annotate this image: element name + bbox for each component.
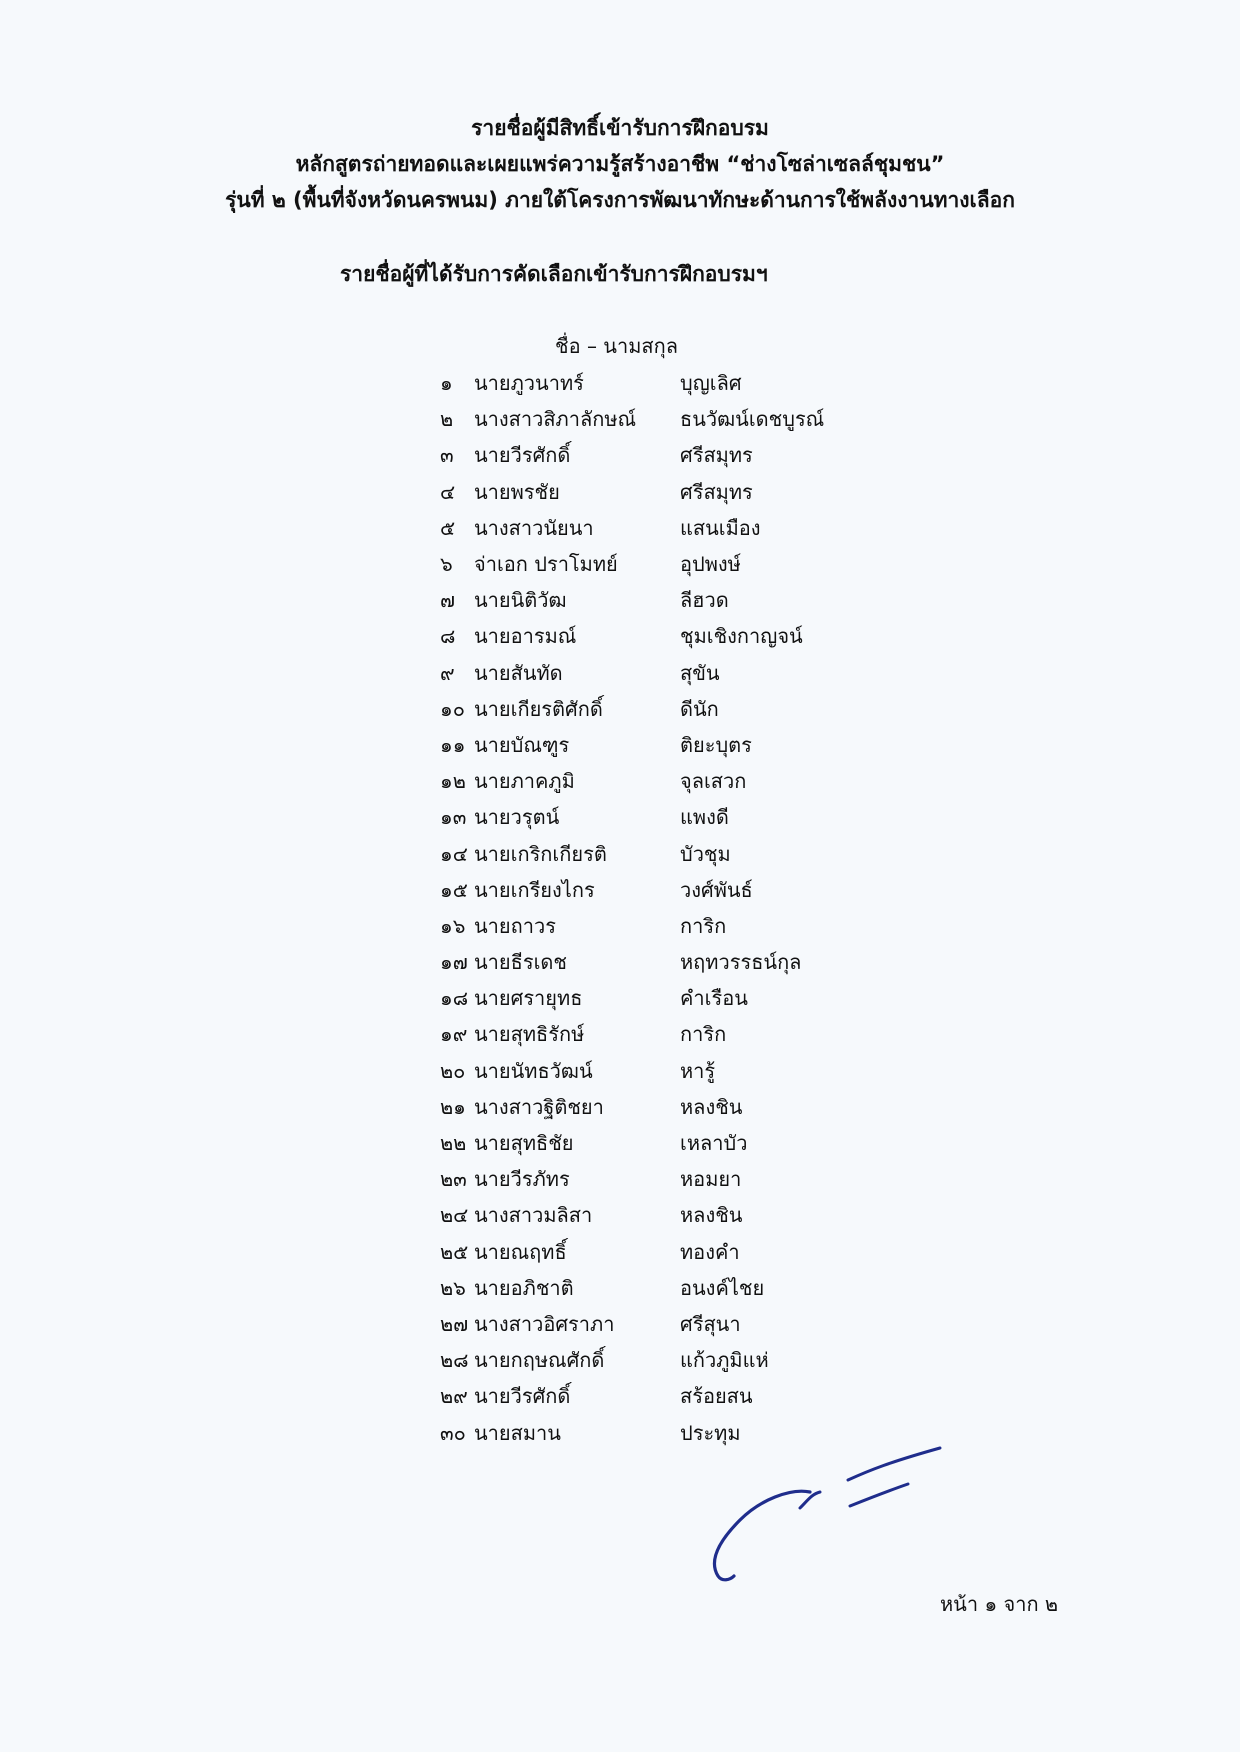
given-name: นายธีรเดช (474, 950, 567, 975)
family-name: สร้อยสน (680, 1384, 753, 1409)
given-name: นางสาวสิภาลักษณ์ (474, 407, 637, 432)
family-name: ศรีสมุทร (680, 443, 753, 468)
row-number: ๙ (440, 660, 455, 685)
row-number: ๑๐ (440, 696, 465, 721)
page-number: หน้า ๑ จาก ๒ (940, 1592, 1059, 1616)
family-name: หลงชิน (680, 1203, 743, 1228)
given-name: นายณฤทธิ์ (474, 1239, 567, 1264)
given-name: นายกฤษณศักดิ์ (474, 1348, 605, 1373)
given-name: นายวีรภัทร (474, 1167, 570, 1192)
header-course: หลักสูตรถ่ายทอดและเผยแพร่ความรู้สร้างอาชีพ “ช่างโซล่าเซลล์ชุมชน” (295, 152, 945, 176)
row-number: ๕ (440, 515, 456, 540)
family-name: หอมยา (680, 1167, 742, 1192)
family-name: การิก (680, 913, 727, 938)
list-item (440, 365, 960, 401)
row-number: ๒๖ (440, 1275, 466, 1300)
list-item (440, 691, 960, 727)
given-name: นายเกริกเกียรติ (474, 841, 607, 866)
given-name: นายอารมณ์ (474, 624, 577, 649)
family-name: หารู้ (680, 1058, 716, 1083)
row-number: ๑๓ (440, 805, 467, 830)
family-name: แพงดี (680, 805, 729, 830)
list-item (440, 727, 960, 763)
given-name: จ่าเอก ปราโมทย์ (474, 552, 618, 577)
row-number: ๒ (440, 407, 454, 432)
row-number: ๓๐ (440, 1420, 466, 1445)
row-number: ๑๗ (440, 950, 468, 975)
given-name: นายนิติวัฒ (474, 588, 567, 613)
row-number: ๒๗ (440, 1311, 469, 1336)
list-item (440, 872, 960, 908)
given-name: นางสาวมลิสา (474, 1203, 593, 1228)
list-item (440, 474, 960, 510)
row-number: ๓ (440, 443, 454, 468)
given-name: นายสุทธิรักษ์ (474, 1022, 585, 1047)
list-item (440, 546, 960, 582)
family-name: ศรีสุนา (680, 1311, 741, 1336)
given-name: นายสุทธิชัย (474, 1131, 574, 1156)
row-number: ๗ (440, 588, 456, 613)
row-number: ๑๔ (440, 841, 468, 866)
given-name: นายบัณฑูร (474, 732, 570, 757)
given-name: นายศรายุทธ (474, 986, 583, 1011)
row-number: ๑ (440, 371, 453, 396)
family-name: ธนวัฒน์เดชบูรณ์ (680, 407, 825, 432)
signature-icon (700, 1440, 960, 1590)
family-name: วงศ์พันธ์ (680, 877, 753, 902)
given-name: นายอภิชาติ (474, 1275, 574, 1300)
family-name: เหลาบัว (680, 1131, 748, 1156)
list-item (440, 1125, 960, 1161)
list-item (440, 799, 960, 835)
given-name: นายนัทธวัฒน์ (474, 1058, 593, 1083)
row-number: ๒๙ (440, 1384, 468, 1409)
list-item (440, 1161, 960, 1197)
given-name: นายวรุตน์ (474, 805, 560, 830)
family-name: อุปพงษ์ (680, 552, 741, 577)
family-name: ชุมเชิงกาญจน์ (680, 624, 803, 649)
given-name: นายภาคภูมิ (474, 769, 575, 794)
family-name: หฤทวรรธน์กุล (680, 950, 802, 975)
list-item (440, 763, 960, 799)
list-item (440, 1197, 960, 1233)
given-name: นายสมาน (474, 1420, 561, 1445)
row-number: ๖ (440, 552, 453, 577)
row-number: ๒๓ (440, 1167, 467, 1192)
selected-list-heading: รายชื่อผู้ที่ได้รับการคัดเลือกเข้ารับการฝึกอบรมฯ (340, 262, 768, 286)
row-number: ๑๕ (440, 877, 468, 902)
row-number: ๒๘ (440, 1348, 469, 1373)
family-name: แสนเมือง (680, 515, 761, 540)
family-name: จุลเสวก (680, 769, 747, 794)
family-name: การิก (680, 1022, 727, 1047)
list-item (440, 1270, 960, 1306)
row-number: ๒๕ (440, 1239, 469, 1264)
given-name: นายถาวร (474, 913, 556, 938)
family-name: ศรีสมุทร (680, 479, 753, 504)
list-item (440, 510, 960, 546)
given-name: นายสันทัด (474, 660, 563, 685)
list-item (440, 401, 960, 437)
given-name: นายวีรศักดิ์ (474, 1384, 571, 1409)
list-item (440, 618, 960, 654)
row-number: ๒๐ (440, 1058, 466, 1083)
given-name: นายพรชัย (474, 479, 560, 504)
row-number: ๑๑ (440, 732, 466, 757)
row-number: ๒๔ (440, 1203, 469, 1228)
row-number: ๘ (440, 624, 456, 649)
row-number: ๑๙ (440, 1022, 468, 1047)
given-name: นายเกรียงไกร (474, 877, 595, 902)
list-item (440, 1234, 960, 1270)
given-name: นางสาวอิศราภา (474, 1311, 615, 1336)
list-item (440, 1378, 960, 1414)
list-item (440, 437, 960, 473)
list-item (440, 908, 960, 944)
given-name: นายภูวนาทร์ (474, 371, 584, 396)
list-item (440, 582, 960, 618)
row-number: ๑๘ (440, 986, 469, 1011)
given-name: นางสาวฐิติชยา (474, 1094, 604, 1119)
family-name: บุญเลิศ (680, 371, 742, 396)
row-number: ๔ (440, 479, 456, 504)
given-name: นางสาวนัยนา (474, 515, 594, 540)
list-item (440, 944, 960, 980)
list-item (440, 835, 960, 871)
family-name: ติยะบุตร (680, 732, 752, 757)
family-name: หลงชิน (680, 1094, 743, 1119)
family-name: คำเรือน (680, 986, 748, 1011)
header-title: รายชื่อผู้มีสิทธิ์เข้ารับการฝึกอบรม (471, 116, 769, 140)
row-number: ๑๒ (440, 769, 466, 794)
list-item (440, 1016, 960, 1052)
given-name: นายวีรศักดิ์ (474, 443, 571, 468)
family-name: ลีฮวด (680, 588, 729, 613)
family-name: อนงค์ไชย (680, 1275, 765, 1300)
given-name: นายเกียรติศักดิ์ (474, 696, 603, 721)
row-number: ๒๒ (440, 1131, 467, 1156)
family-name: บัวชุม (680, 841, 731, 866)
document-header (0, 110, 1240, 218)
family-name: แก้วภูมิแห่ (680, 1348, 769, 1373)
family-name: ดีนัก (680, 696, 719, 721)
list-item (440, 655, 960, 691)
name-column-header: ชื่อ – นามสกุล (555, 334, 678, 358)
list-item (440, 1342, 960, 1378)
row-number: ๒๑ (440, 1094, 466, 1119)
family-name: สุขัน (680, 660, 720, 685)
list-item (440, 1053, 960, 1089)
list-item (440, 1089, 960, 1125)
family-name: ประทุม (680, 1420, 741, 1445)
family-name: ทองคำ (680, 1239, 740, 1264)
row-number: ๑๖ (440, 913, 466, 938)
participant-list (440, 365, 960, 1451)
list-item (440, 980, 960, 1016)
list-item (440, 1306, 960, 1342)
header-batch: รุ่นที่ ๒ (พื้นที่จังหวัดนครพนม) ภายใต้โครงการพัฒนาทักษะด้านการใช้พลังงานทางเลือก (225, 188, 1015, 212)
